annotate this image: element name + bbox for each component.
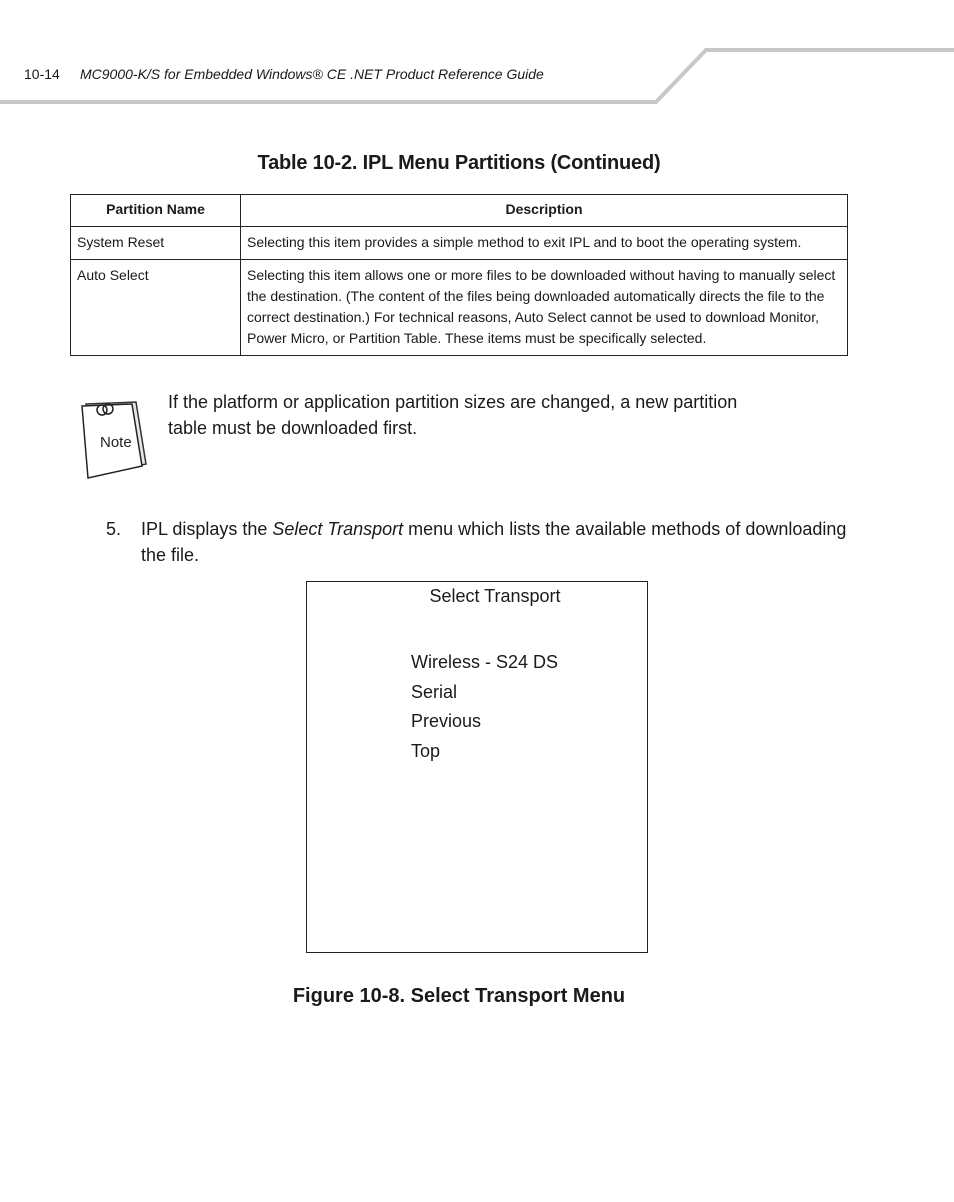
header-rule <box>0 0 954 110</box>
screen-title: Select Transport <box>429 586 561 606</box>
transport-menu-list <box>411 650 558 769</box>
partitions-table <box>70 194 848 356</box>
figure-caption: Figure 10-8. Select Transport Menu <box>292 985 626 1007</box>
step-text-after: menu which lists the available methods of downloading the file. <box>141 519 847 565</box>
note-icon-label: Note <box>100 434 132 451</box>
page-number: 10-14 <box>24 66 60 82</box>
select-transport-screen <box>306 581 648 953</box>
partition-name-cell: System Reset <box>71 227 241 260</box>
step-number: 5. <box>106 519 122 539</box>
column-header-description: Description <box>241 195 848 227</box>
note-text: If the platform or application partition sizes are changed, a new partition table must be downloaded first. <box>168 392 738 438</box>
table-row <box>71 260 848 356</box>
description-cell: Selecting this item provides a simple method to exit IPL and to boot the operating system. <box>241 227 848 260</box>
step-text <box>141 516 853 568</box>
step-text-before: IPL displays the <box>141 519 273 539</box>
note-icon <box>78 398 154 482</box>
partition-name-cell: Auto Select <box>71 260 241 356</box>
menu-item-wireless[interactable]: Wireless - S24 DS <box>411 652 559 672</box>
table-header-row <box>71 195 848 227</box>
running-title: MC9000-K/S for Embedded Windows® CE .NET Product Reference Guide <box>80 66 544 82</box>
menu-item-serial[interactable]: Serial <box>411 681 458 702</box>
column-header-partition-name: Partition Name <box>71 195 241 227</box>
description-cell: Selecting this item allows one or more files to be downloaded without having to manually select the destination. (The content of the files being downloaded automatically directs the file to the correct destination.) For technical reasons, Auto Select cannot be used to download Monitor, Power Micro, or Partition Table. These items must be specifically selected. <box>241 260 848 356</box>
table-row <box>71 227 848 260</box>
table-caption: Table 10-2. IPL Menu Partitions (Continued) <box>257 152 661 174</box>
menu-item-previous[interactable]: Previous <box>411 711 482 732</box>
step-menu-name: Select Transport <box>272 519 404 539</box>
menu-item-top[interactable]: Top <box>411 741 441 762</box>
